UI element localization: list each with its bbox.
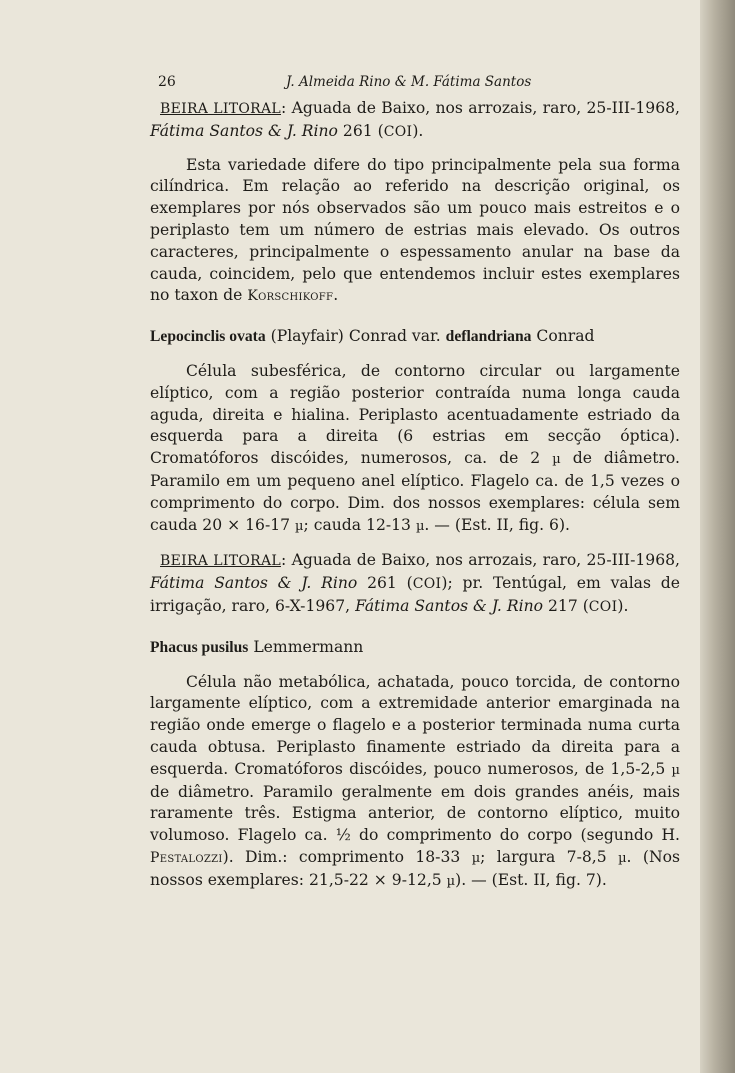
description-phacus: Célula não metabólica, achatada, pouco torcida, de contorno largamente elíptico, com a extremidade anterior emarginada na região onde emerge o flagelo e a posterior terminada numa curta cauda obtusa. Periplasto finamente estriado da direita para a esquerda. Cromatóforos discóides, pouco numerosos, de 1,5-2,5 µ de diâmetro. Paramilo geralmente em dois grandes anéis, mais raramente três. Estigma anterior, de contorno elíptico, muito volumoso. Flagelo ca. ½ do comprimento do corpo (segundo H. Pestalozzi). Dim.: comprimento 18-33 µ; largura 7-8,5 µ. (Nos nossos exemplares: 21,5-22 × 9-12,5 µ). — (Est. II, fig. 7). [150, 672, 680, 889]
herbarium-code: COI [588, 598, 618, 615]
record-2: BEIRA LITORAL: Aguada de Baixo, nos arrozais, raro, 25-III-1968, Fátima Santos & J. Rino 261 (COI); pr. Tentúgal, em valas de irrigação, raro, 6-X-1967, Fátima Santos & J. Rino 217 (COI). [150, 551, 680, 615]
collectors: Fátima Santos & J. Rino [150, 121, 338, 140]
author-name: Korschikoff [247, 288, 334, 305]
collectors: Fátima Santos & J. Rino [150, 574, 358, 593]
author-name: Pestalozzi [150, 849, 223, 866]
body-text [150, 98, 680, 893]
collectors: Fátima Santos & J. Rino [355, 596, 544, 615]
page-edge [700, 0, 735, 1073]
region-label: BEIRA LITORAL [160, 553, 281, 570]
herbarium-code: COI [383, 123, 413, 140]
running-title: J. Almeida Rino & M. Fátima Santos [286, 74, 532, 90]
taxon-name: Phacus pusilus [150, 638, 249, 656]
variety-name: deflandriana [445, 328, 532, 346]
taxon-heading-phacus: Phacus pusilus Lemmermann [150, 637, 364, 656]
page-number: 26 [158, 74, 176, 90]
description-lepocinclis: Célula subesférica, de contorno circular ou largamente elíptico, com a região posterior contraída numa longa cauda aguda, direita e hialina. Periplasto acentuadamente estriado da esquerda para a direita (6 estrias em secção óptica). Cromatóforos discóides, numerosos, ca. de 2 µ de diâmetro. Paramilo em um pequeno anel elíptico. Flagelo ca. de 1,5 vezes o comprimento do corpo. Dim. dos nossos exemplares: célula sem cauda 20 × 16-17 µ; cauda 12-13 µ. — (Est. II, fig. 6). [150, 361, 681, 534]
taxon-name: Lepocinclis ovata [150, 328, 266, 346]
herbarium-code: COI [412, 576, 442, 593]
taxon-heading-lepocinclis: Lepocinclis ovata (Playfair) Conrad var. deflandriana Conrad [150, 327, 595, 346]
region-label: BEIRA LITORAL [160, 101, 281, 117]
record-1: BEIRA LITORAL: Aguada de Baixo, nos arrozais, raro, 25-III-1968, Fátima Santos & J. Rino 261 (COI). [150, 99, 680, 140]
paragraph-variety-note: Esta variedade difere do tipo principalmente pela sua forma cilíndrica. Em relação ao referido na descrição original, os exemplares por nós observados são um pouco mais estreitos e o periplasto tem um número de estrias mais elevado. Os outros caracteres, principalmente o espessamento anular na base da cauda, coincidem, pelo que entendemos incluir estes exemplares no taxon de Korschikoff. [150, 155, 680, 305]
running-header [158, 72, 678, 92]
